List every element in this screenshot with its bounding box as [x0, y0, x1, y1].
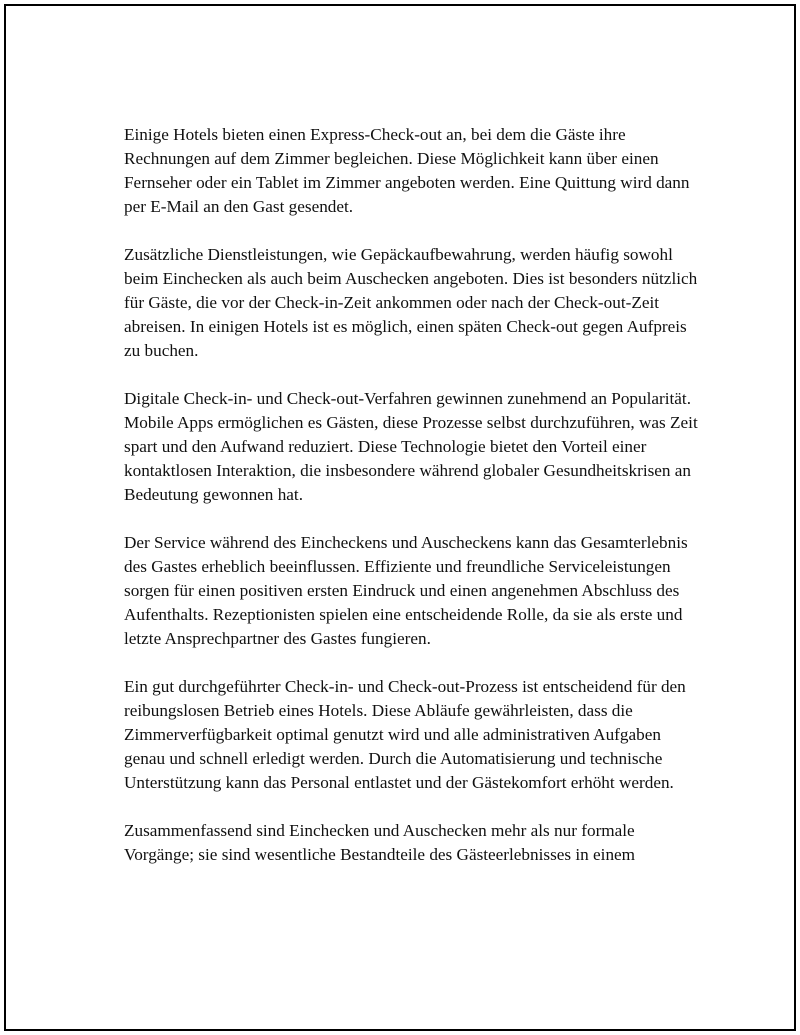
- paragraph-digital-procedures: Digitale Check-in- und Check-out-Verfahren gewinnen zunehmend an Popularität. Mobile Apps ermöglichen es Gästen, diese Prozesse selbst durchzuführen, was Zeit spart und den Aufwand reduziert. Diese Technologie bietet den Vorteil einer kontaktlosen Interaktion, die insbesondere während globaler Gesundheitskrisen an Bedeutung gewonnen hat.: [124, 389, 698, 504]
- document-body: [124, 123, 704, 891]
- paragraph-service-experience: Der Service während des Eincheckens und Auscheckens kann das Gesamterlebnis des Gastes erheblich beeinflussen. Effiziente und freundliche Serviceleistungen sorgen für einen positiven ersten Eindruck und einen angenehmen Abschluss des Aufenthalts. Rezeptionisten spielen eine entscheidende Rolle, da sie als erste und letzte Ansprechpartner des Gastes fungieren.: [124, 533, 688, 648]
- paragraph-process-importance: Ein gut durchgeführter Check-in- und Check-out-Prozess ist entscheidend für den reibungslosen Betrieb eines Hotels. Diese Abläufe gewährleisten, dass die Zimmerverfügbarkeit optimal genutzt wird und alle administrativen Aufgaben genau und schnell erledigt werden. Durch die Automatisierung und technische Unterstützung kann das Personal entlastet und der Gästekomfort erhöht werden.: [124, 677, 686, 792]
- paragraph-additional-services: Zusätzliche Dienstleistungen, wie Gepäckaufbewahrung, werden häufig sowohl beim Einchecken als auch beim Auschecken angeboten. Dies ist besonders nützlich für Gäste, die vor der Check-in-Zeit ankommen oder nach der Check-out-Zeit abreisen. In einigen Hotels ist es möglich, einen späten Check-out gegen Aufpreis zu buchen.: [124, 245, 698, 360]
- page-frame: [4, 4, 796, 1031]
- paragraph-express-checkout: Einige Hotels bieten einen Express-Check-out an, bei dem die Gäste ihre Rechnungen auf dem Zimmer begleichen. Diese Möglichkeit kann über einen Fernseher oder ein Tablet im Zimmer angeboten werden. Eine Quittung wird dann per E-Mail an den Gast gesendet.: [124, 125, 690, 216]
- paragraph-summary: Zusammenfassend sind Einchecken und Auschecken mehr als nur formale Vorgänge; sie sind wesentliche Bestandteile des Gästeerlebnisses in einem: [124, 821, 636, 864]
